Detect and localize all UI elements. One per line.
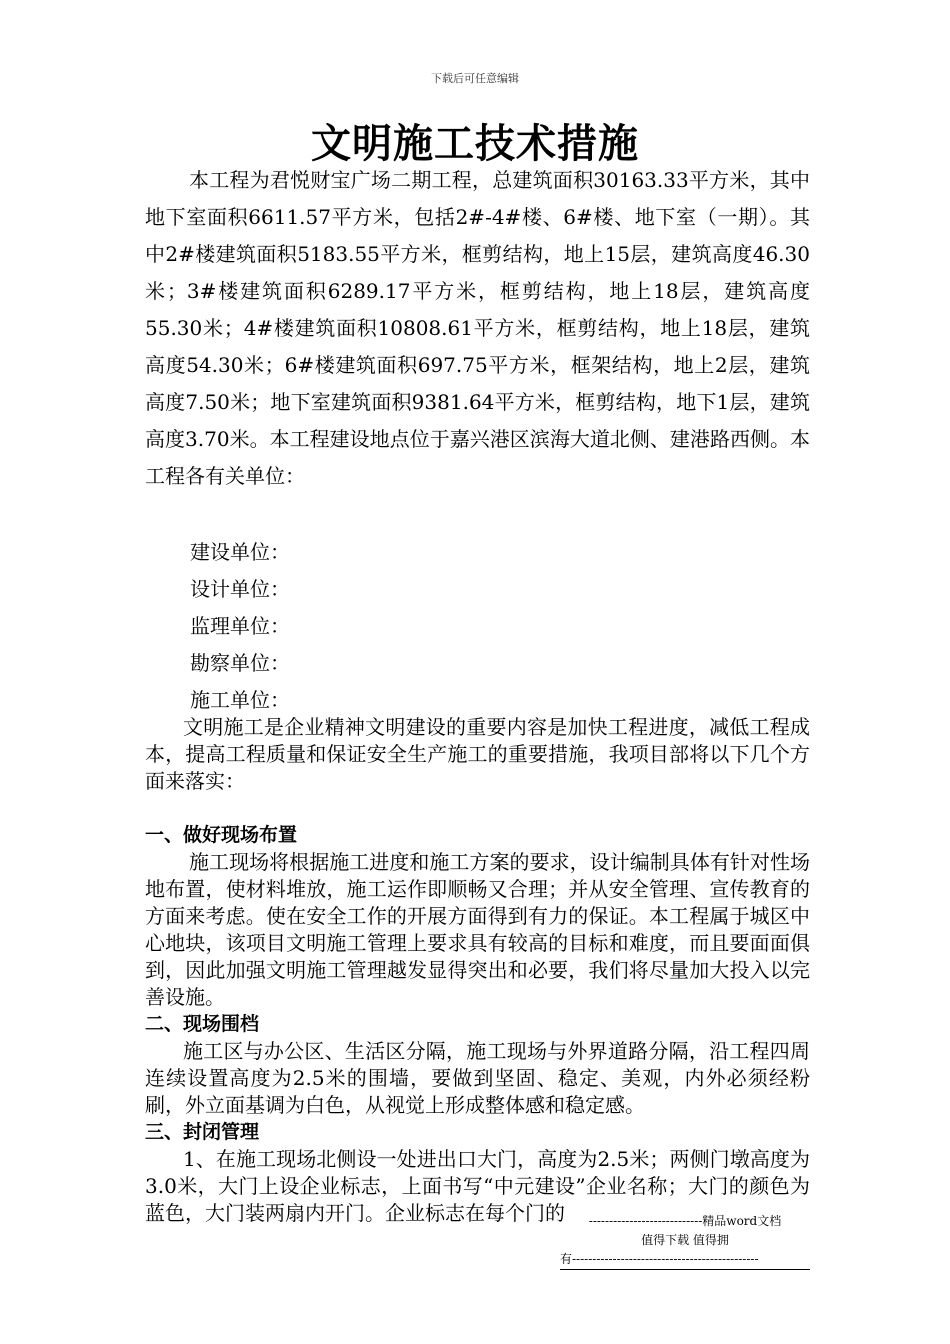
unit-contractor: 施工单位：	[190, 688, 290, 712]
section-text-fence: 施工区与办公区、生活区分隔，施工现场与外界道路分隔，沿工程四周连续设置高度为2.5米的围墙，要做到坚固、稳定、美观，内外必须经粉刷，外立面基调为白色，从视觉上形成整体感和稳定感。	[145, 1039, 810, 1117]
section-heading-fence: 二、现场围档	[145, 1013, 260, 1035]
header-note: 下载后可任意编辑	[431, 72, 519, 85]
unit-supervision: 监理单位：	[190, 614, 290, 638]
section-heading-site-layout: 一、做好现场布置	[145, 824, 298, 846]
footer-line-3: 有----------------------------------------------	[560, 1250, 810, 1270]
footer-line-1: ----------------------------精品word文档	[588, 1214, 782, 1228]
unit-survey: 勘察单位：	[190, 651, 290, 675]
measures-body	[145, 714, 810, 1227]
purpose-paragraph: 文明施工是企业精神文明建设的重要内容是加快工程进度，减低工程成本，提高工程质量和保证安全生产施工的重要措施，我项目部将以下几个方面来落实：	[145, 715, 810, 793]
section-text-site-layout: 施工现场将根据施工进度和施工方案的要求，设计编制具体有针对性场地布置，使材料堆放，施工运作即顺畅又合理；并从安全管理、宣传教育的方面来考虑。使在安全工作的开展方面得到有力的保证。本工程属于城区中心地块，该项目文明施工管理上要求具有较高的目标和难度，而且要面面俱到，因此加强文明施工管理越发显得突出和必要，我们将尽量加大投入以完善设施。	[145, 850, 810, 1009]
unit-construction: 建设单位：	[190, 540, 290, 564]
intro-paragraph: 本工程为君悦财宝广场二期工程，总建筑面积30163.33平方米，其中地下室面积6611.57平方米，包括2#-4#楼、6#楼、地下室（一期）。其中2#楼建筑面积5183.55平方米，框剪结构，地上15层，建筑高度46.30米；3#楼建筑面积6289.17平方米，框剪结构，地上18层，建筑高度55.30米；4#楼建筑面积10808.61平方米，框剪结构，地上18层，建筑高度54.30米；6#楼建筑面积697.75平方米，框架结构，地上2层，建筑高度7.50米；地下室建筑面积9381.64平方米，框剪结构，地下1层，建筑高度3.70米。本工程建设地点位于嘉兴港区滨海大道北侧、建港路西侧。本工程各有关单位：	[145, 168, 810, 488]
section-heading-closed-management: 三、封闭管理	[145, 1121, 260, 1143]
footer-note	[560, 1212, 810, 1270]
unit-design: 设计单位：	[190, 577, 290, 601]
units-list	[190, 534, 590, 719]
section-text-closed-management: 1、在施工现场北侧设一处进出口大门，高度为2.5米；两侧门墩高度为3.0米，大门上设企业标志，上面书写“中元建设”企业名称；大门的颜色为蓝色，大门装两扇内开门。企业标志在每个门的	[145, 1147, 810, 1225]
intro-section	[145, 162, 810, 495]
document-title: 文明施工技术措施	[311, 121, 639, 167]
footer-line-2: 值得下载 值得拥	[641, 1233, 729, 1247]
